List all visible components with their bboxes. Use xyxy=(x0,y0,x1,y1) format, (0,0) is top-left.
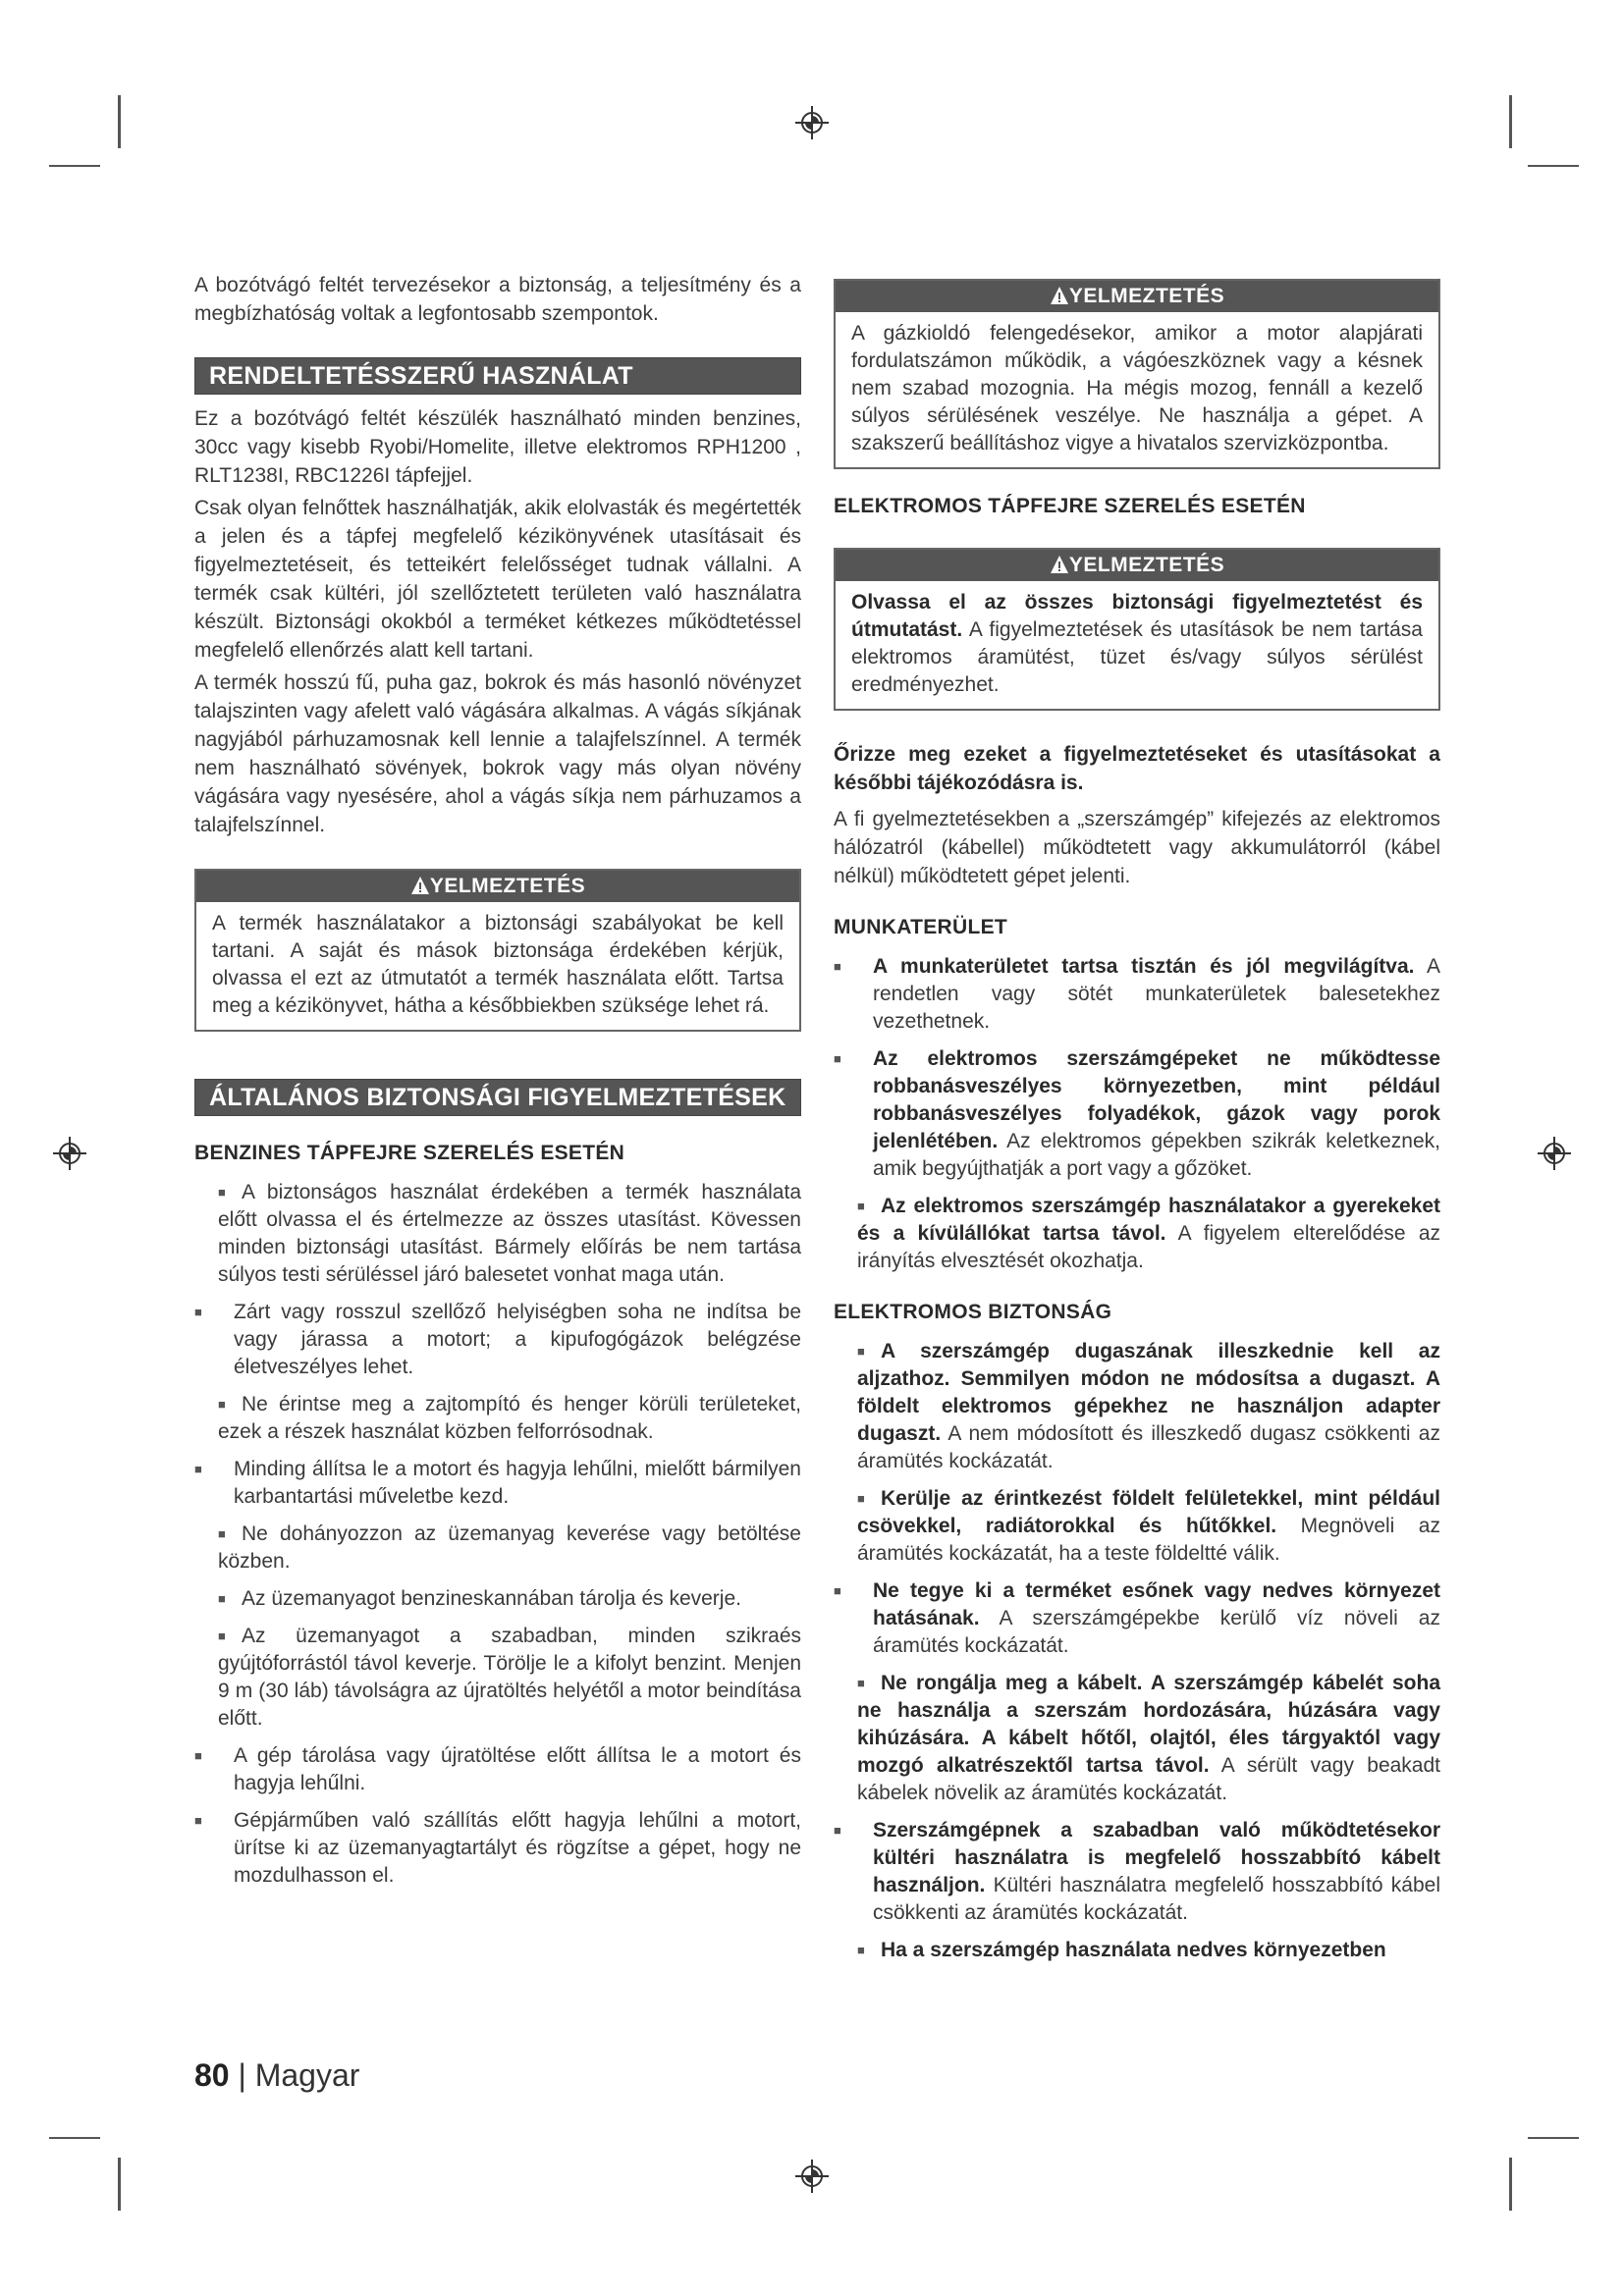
warning-header xyxy=(196,871,799,902)
section-heading-general-safety: ÁLTALÁNOS BIZTONSÁGI FIGYELMEZTETÉSEK xyxy=(194,1079,801,1116)
warning-text: Olvassa el az összes biztonsági figyelmeztetést és útmutatást. A figyelmeztetések és utasítások be nem tartása elektromos áramütést, tüzet és/vagy súlyos sérülést eredményezhet. xyxy=(851,591,1423,696)
list-item: ■ Minding állítsa le a motort és hagyja lehűlni, mielőtt bármilyen karbantartási műveletbe kezd. xyxy=(194,1456,801,1511)
warning-header xyxy=(836,281,1438,312)
warning-box xyxy=(834,548,1440,711)
list-item: ■ Az elektromos szerszámgépeket ne működtesse robbanásveszélyes környezetben, mint például robbanásveszélyes folyadékok, gázok vagy porok jelenlétében. Az elektromos gépekben szikrák keletkeznek, amik begyújthatják a port vagy a gőzöket. xyxy=(834,1045,1440,1183)
right-column xyxy=(834,279,1440,1974)
crop-mark xyxy=(49,2137,100,2139)
list-item: ■ Ne dohányozzon az üzemanyag keverése vagy betöltése közben. xyxy=(194,1521,801,1575)
warning-triangle-icon xyxy=(1050,555,1069,574)
crop-mark xyxy=(118,2158,121,2211)
footer-language: Magyar xyxy=(254,2057,360,2093)
warning-title: YELMEZTETÉS xyxy=(1068,554,1225,576)
warning-title: YELMEZTETÉS xyxy=(1068,285,1225,307)
registration-mark-icon xyxy=(1538,1137,1571,1170)
footer-separator: | xyxy=(229,2057,255,2093)
crop-mark xyxy=(1528,165,1579,167)
registration-mark-icon xyxy=(795,106,829,139)
warning-text: A termék használatakor a biztonsági szabályokat be kell tartani. A saját és mások biztonsága érdekében kérjük, olvassa el ezt az útmutatót a termék használata előtt. Tartsa meg a kézikönyvet, hátha a későbbiekben szüksége lehet rá. xyxy=(212,912,784,1017)
list-item: ■ Az üzemanyagot a szabadban, minden szikraés gyújtóforrástól távol keverje. Törölje le a kifolyt benzint. Menjen 9 m (30 láb) távolságra az újratöltés helyétől a motor beindítása előtt. xyxy=(194,1623,801,1733)
warning-box xyxy=(194,869,801,1032)
paragraph: Ez a bozótvágó feltét készülék használható minden benzines, 30cc vagy kisebb Ryobi/Homelite, illetve elektromos RPH1200 , RLT1238I, RBC1226I tápfejjel. xyxy=(194,407,801,487)
list-item: ■ Zárt vagy rosszul szellőző helyiségben soha ne indítsa be vagy járassa a motort; a kipufogógázok belégzése életveszélyes lehet. xyxy=(194,1299,801,1381)
subheading-work-area: MUNKATERÜLET xyxy=(834,916,1008,938)
list-item: ■ Szerszámgépnek a szabadban való működtetésekor kültéri használatra is megfelelő hosszabbító kábelt használjon. Kültéri használatra megfelelő hosszabbító kábel csökkenti az áramütés kockázatát. xyxy=(834,1817,1440,1927)
electrical-safety-list xyxy=(834,1338,1440,1964)
list-item: ■ A szerszámgép dugaszának illeszkednie kell az aljzathoz. Semmilyen módon ne módosítsa a dugaszt. A földelt elektromos gépekhez ne használjon adapter dugaszt. A nem módosított és illeszkedő dugasz csökkenti az áramütés kockázatát. xyxy=(834,1338,1440,1475)
warning-header xyxy=(836,550,1438,581)
intro-paragraph: A bozótvágó feltét tervezésekor a biztonság, a teljesítmény és a megbízhatóság voltak a legfontosabb szempontok. xyxy=(194,274,801,325)
warning-text: A gázkioldó felengedésekor, amikor a motor alapjárati fordulatszámon működik, a vágóeszköznek vagy a késnek nem szabad mozognia. Ha mégis mozog, fennáll a kezelő súlyos sérülésének veszélye. Ne használja a gépet. A szakszerű beállításhoz vigye a hivatalos szervizközpontba. xyxy=(851,322,1423,454)
list-item: ■ Az elektromos szerszámgép használatakor a gyerekeket és a kívülállókat tartsa távol. A figyelem elterelődése az irányítás elvesztését okozhatja. xyxy=(834,1193,1440,1275)
list-item: ■ Ne tegye ki a terméket esőnek vagy nedves környezet hatásának. A szerszámgépekbe kerülő víz növeli az áramütés kockázatát. xyxy=(834,1577,1440,1660)
left-column xyxy=(194,271,801,1899)
crop-mark xyxy=(1509,2158,1512,2211)
subheading-electrical-safety: ELEKTROMOS BIZTONSÁG xyxy=(834,1301,1112,1323)
registration-mark-icon xyxy=(53,1137,86,1170)
subheading-electric: ELEKTROMOS TÁPFEJRE SZERELÉS ESETÉN xyxy=(834,495,1306,517)
section-heading-intended-use: RENDELTETÉSSZERŰ HASZNÁLAT xyxy=(194,357,801,395)
page-number: 80 xyxy=(194,2057,230,2093)
list-item: ■ A biztonságos használat érdekében a termék használata előtt olvassa el és értelmezze az összes utasítást. Kövessen minden biztonsági utasítást. Bármely előírás be nem tartása súlyos testi sérüléssel járó balesetet vonhat maga után. xyxy=(194,1179,801,1289)
subheading-petrol: BENZINES TÁPFEJRE SZERELÉS ESETÉN xyxy=(194,1142,625,1164)
warning-box xyxy=(834,279,1440,469)
crop-mark xyxy=(1509,95,1512,148)
paragraph: Csak olyan felnőttek használhatják, akik elolvasták és megértették a jelen és a tápfej megfelelő kézikönyvének utasításait és figyelmeztetéseit, és tetteikért felelősséget tudnak vállalni. A termék csak kültéri, jól szellőztetett területen való használatra készült. Biztonsági okokból a terméket kétkezes működtetéssel megfelelő ellenőrzés alatt kell tartani. xyxy=(194,497,801,662)
paragraph: A fi gyelmeztetésekben a „szerszámgép” kifejezés az elektromos hálózatról (kábellel) működtetett vagy akkumulátorról (kábel nélkül) működtetett gépet jelenti. xyxy=(834,808,1440,887)
list-item: ■ Ha a szerszámgép használata nedves környezetben xyxy=(834,1937,1440,1964)
warning-triangle-icon xyxy=(410,876,430,895)
paragraph: A termék hosszú fű, puha gaz, bokrok és más hasonló növényzet talajszinten vagy afelett való vágására alkalmas. A vágás síkjának nagyjából párhuzamosnak kell lennie a talajfelszínnel. A termék nem használható sövények, bokrok vagy más olyan növény vágására vagy nyesésére, ahol a vágás síkja nem párhuzamos a talajfelszínnel. xyxy=(194,671,801,836)
keep-instructions-heading: Őrizze meg ezeket a figyelmeztetéseket és utasításokat a későbbi tájékozódásra is. xyxy=(834,743,1440,794)
list-item: ■ Az üzemanyagot benzineskannában tárolja és keverje. xyxy=(194,1585,801,1613)
work-area-list xyxy=(834,953,1440,1275)
crop-mark xyxy=(49,165,100,167)
crop-mark xyxy=(1528,2137,1579,2139)
page-footer xyxy=(194,2057,359,2094)
warning-triangle-icon xyxy=(1050,286,1069,305)
warning-title: YELMEZTETÉS xyxy=(429,875,586,897)
list-item: ■ Gépjárműben való szállítás előtt hagyja lehűlni a motort, ürítse ki az üzemanyagtartályt és rögzítse a gépet, hogy ne mozdulhasson el. xyxy=(194,1807,801,1890)
registration-mark-icon xyxy=(795,2160,829,2193)
list-item: ■ Ne érintse meg a zajtompító és henger körüli területeket, ezek a részek használat közben felforrósodnak. xyxy=(194,1391,801,1446)
crop-mark xyxy=(118,95,121,148)
list-item: ■ A munkaterületet tartsa tisztán és jól megvilágítva. A rendetlen vagy sötét munkaterületek balesetekhez vezethetnek. xyxy=(834,953,1440,1036)
list-item: ■ Ne rongálja meg a kábelt. A szerszámgép kábelét soha ne használja a szerszám hordozására, húzására vagy kihúzására. A kábelt hőtől, olajtól, éles tárgyaktól vagy mozgó alkatrészektől tartsa távol. A sérült vagy beakadt kábelek növelik az áramütés kockázatát. xyxy=(834,1670,1440,1807)
list-item: ■ Kerülje az érintkezést földelt felületekkel, mint például csövekkel, radiátorokkal és hűtőkkel. Megnöveli az áramütés kockázatát, ha a teste földeltté válik. xyxy=(834,1485,1440,1568)
petrol-safety-list xyxy=(194,1179,801,1890)
list-item: ■ A gép tárolása vagy újratöltése előtt állítsa le a motort és hagyja lehűlni. xyxy=(194,1742,801,1797)
